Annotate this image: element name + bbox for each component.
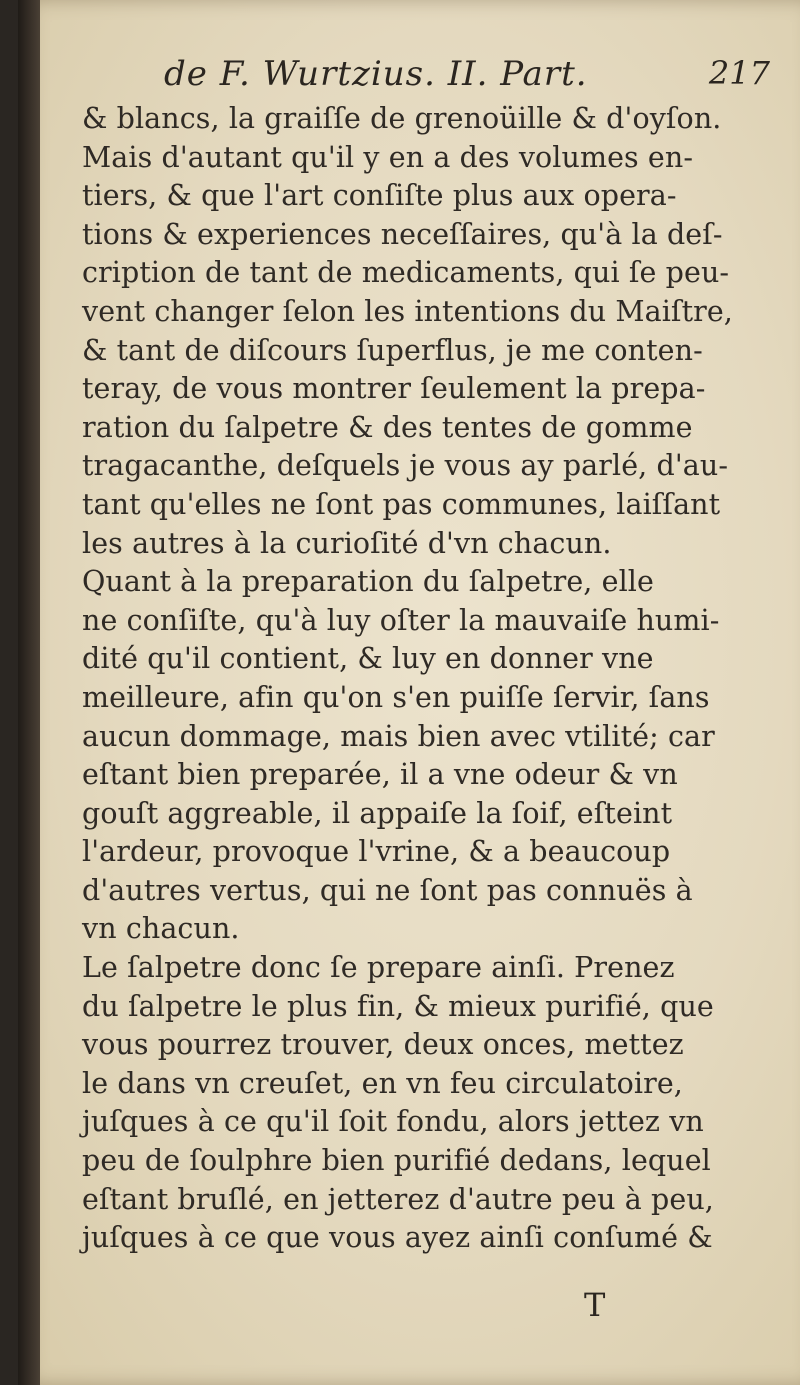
page-gutter-shadow: [18, 0, 40, 1385]
text-line: vn chacun.: [82, 912, 240, 946]
paragraph-start-line: Quant à la preparation du ſalpetre, elle: [82, 565, 654, 599]
text-line: ration du ſalpetre & des tentes de gomme: [82, 410, 693, 444]
text-line: vent changer ſelon les intentions du Maiſtre,: [82, 294, 733, 328]
text-line: meilleure, afin qu'on s'en puiſſe ſervir, ſans: [82, 680, 710, 714]
text-line: & tant de diſcours ſuperflus, je me conten-: [82, 333, 703, 367]
paragraph-start-line: Le ſalpetre donc ſe prepare ainſi. Prenez: [82, 951, 675, 985]
text-line: juſques à ce qu'il ſoit fondu, alors jettez vn: [82, 1105, 704, 1139]
page-header: [78, 48, 778, 108]
text-line: tions & experiences neceſſaires, qu'à la deſ-: [82, 217, 723, 251]
text-line: vous pourrez trouver, deux onces, mettez: [82, 1028, 684, 1062]
book-page: [18, 0, 800, 1385]
text-line: Mais d'autant qu'il y en a des volumes en-: [82, 140, 694, 174]
body-text: [82, 100, 742, 1258]
text-line: juſques à ce que vous ayez ainſi conſumé &: [82, 1221, 713, 1255]
text-line: aucun dommage, mais bien avec vtilité; car: [82, 719, 715, 753]
text-line: & blancs, la graiſſe de grenoüille & d'oyſon.: [82, 102, 722, 135]
text-line: tragacanthe, deſquels je vous ay parlé, d'au-: [82, 449, 729, 483]
text-line: tiers, & que l'art conſiſte plus aux opera-: [82, 179, 677, 213]
text-line: du ſalpetre le plus fin, & mieux purifié, que: [82, 989, 714, 1023]
text-line: eſtant bruſlé, en jetterez d'autre peu à peu,: [82, 1182, 714, 1216]
text-line: le dans vn creuſet, en vn feu circulatoire,: [82, 1066, 683, 1100]
running-head: de F. Wurtzius. II. Part.: [164, 54, 588, 94]
catchword: T: [584, 1286, 606, 1324]
text-line: tant qu'elles ne ſont pas communes, laiſſant: [82, 487, 721, 521]
text-line: cription de tant de medicaments, qui ſe peu-: [82, 256, 730, 290]
text-line: les autres à la curioſité d'vn chacun.: [82, 526, 612, 560]
page-number: 217: [708, 54, 770, 92]
text-line: dité qu'il contient, & luy en donner vne: [82, 642, 654, 676]
text-line: l'ardeur, provoque l'vrine, & a beaucoup: [82, 835, 671, 869]
text-line: peu de ſoulphre bien purifié dedans, lequel: [82, 1144, 711, 1178]
text-line: teray, de vous montrer ſeulement la prepa-: [82, 372, 706, 406]
text-line: gouſt aggreable, il appaiſe la ſoif, eſteint: [82, 796, 673, 830]
text-line: eſtant bien preparée, il a vne odeur & vn: [82, 758, 678, 792]
text-line: ne conſiſte, qu'à luy oſter la mauvaiſe humi-: [82, 603, 720, 637]
text-line: d'autres vertus, qui ne ſont pas connuës à: [82, 873, 693, 907]
